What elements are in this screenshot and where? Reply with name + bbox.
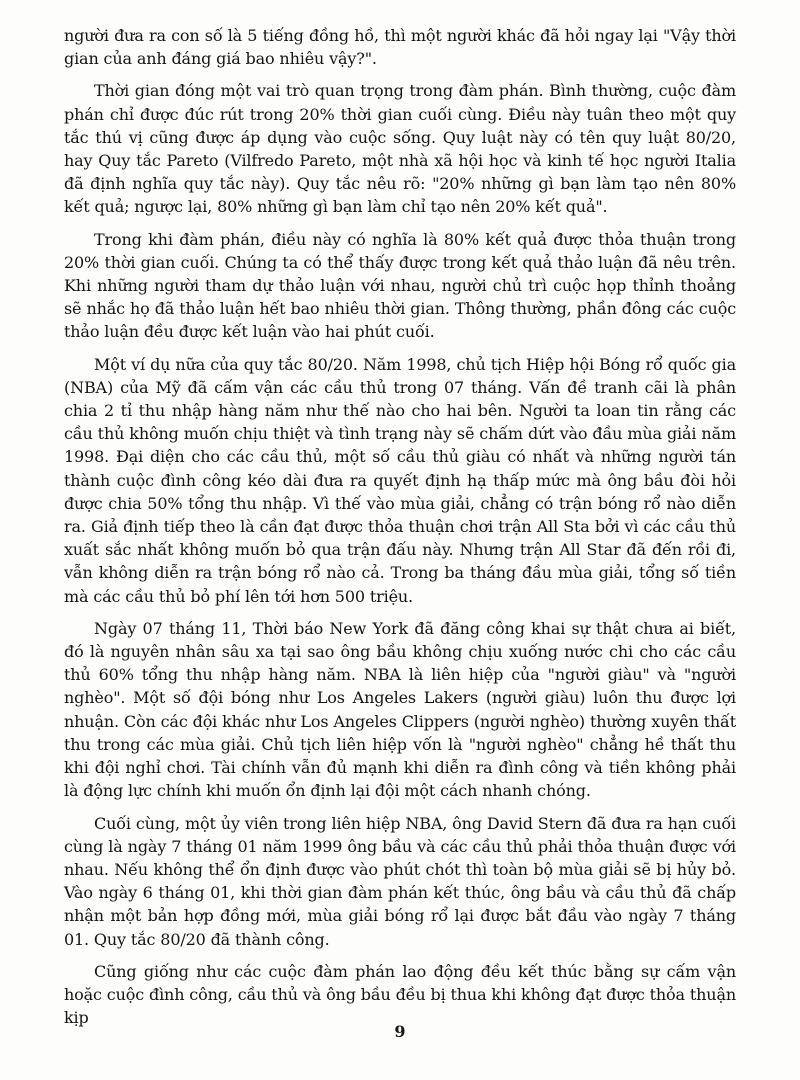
paragraph-6: Cuối cùng, một ủy viên trong liên hiệp NBA, ông David Stern đã đưa ra hạn cuối cùng là ngày 7 tháng 01 năm 1999 ông bầu và các cầu thủ phải thỏa thuận được với nhau. Nếu không thể ổn định được vào phút chót thì toàn bộ mùa giải sẽ bị hủy bỏ. Vào ngày 6 tháng 01, khi thời gian đàm phán kết thúc, ông bầu và cầu thủ đã chấp nhận một bản hợp đồng mới, mùa giải bóng rổ lại được bắt đầu vào ngày 7 tháng 01. Quy tắc 80/20 đã thành công. [64,813,736,949]
paragraph-2: Thời gian đóng một vai trò quan trọng trong đàm phán. Bình thường, cuộc đàm phán chỉ được đúc rút trong 20% thời gian cuối cùng. Điều này tuân theo một quy tắc thú vị cũng được áp dụng vào cuộc sống. Quy luật này có tên quy luật 80/20, hay Quy tắc Pareto (Vilfredo Pareto, một nhà xã hội học và kinh tế học người Italia đã định nghĩa quy tắc này). Quy tắc nêu rõ: "20% những gì bạn làm tạo nên 80% kết quả; ngược lại, 80% những gì bạn làm chỉ tạo nên 20% kết quả". [64,81,736,217]
paragraph-7: Cũng giống như các cuộc đàm phán lao động đều kết thúc bằng sự cấm vận hoặc cuộc đình công, cầu thủ và ông bầu đều bị thua khi không đạt được thỏa thuận kịp [64,961,736,1028]
paragraph-5: Ngày 07 tháng 11, Thời báo New York đã đăng công khai sự thật chưa ai biết, đó là nguyên nhân sâu xa tại sao ông bầu không chịu xuống nước chi cho các cầu thủ 60% tổng thu nhập hàng năm. NBA là liên hiệp của "người giàu" và "người nghèo". Một số đội bóng như Los Angeles Lakers (người giàu) luôn thu được lợi nhuận. Còn các đội khác như Los Angeles Clippers (người nghèo) thường xuyên thất thu trong các mùa giải. Chủ tịch liên hiệp vốn là "người nghèo" chẳng hề thất thu khi đội nghỉ chơi. Tài chính vẫn đủ mạnh khi diễn ra đình công và tiền không phải là động lực chính khi muốn ổn định lại đội một cách nhanh chóng. [64,618,736,801]
paragraph-3: Trong khi đàm phán, điều này có nghĩa là 80% kết quả được thỏa thuận trong 20% thời gian cuối. Chúng ta có thể thấy được trong kết quả thảo luận đã nêu trên. Khi những người tham dự thảo luận với nhau, người chủ trì cuộc họp thỉnh thoảng sẽ nhắc họ đã thảo luận hết bao nhiêu thời gian. Thông thường, phần đông các cuộc thảo luận đều được kết luận vào hai phút cuối. [64,229,736,342]
paragraph-1: người đưa ra con số là 5 tiếng đồng hồ, thì một người khác đã hỏi ngay lại "Vậy thời gian của anh đáng giá bao nhiêu vậy?". [64,26,736,69]
page-number: 9 [394,1022,406,1041]
paragraph-4: Một ví dụ nữa của quy tắc 80/20. Năm 1998, chủ tịch Hiệp hội Bóng rổ quốc gia (NBA) của Mỹ đã cấm vận các cầu thủ trong 07 tháng. Vấn đề tranh cãi là phân chia 2 tỉ thu nhập hàng năm như thế nào cho hai bên. Người ta loan tin rằng các cầu thủ không muốn chịu thiệt và tình trạng này sẽ chấm dứt vào đầu mùa giải năm 1998. Đại diện cho các cầu thủ, một số cầu thủ giàu có nhất và những người tán thành cuộc đình công kéo dài đưa ra quyết định hạ thấp mức mà ông bầu đòi hỏi được chia 50% tổng thu nhập. Vì thế vào mùa giải, chẳng có trận bóng rổ nào diễn ra. Giả định tiếp theo là cần đạt được thỏa thuận chơi trận All Sta bởi vì các cầu thủ xuất sắc nhất không muốn bỏ qua trận đấu này. Nhưng trận All Star đã đến rồi đi, vẫn không diễn ra trận bóng rổ nào cả. Trong ba tháng đầu mùa giải, tổng số tiền mà các cầu thủ bỏ phí lên tới hơn 500 triệu. [64,354,736,606]
body-text [64,24,736,1038]
